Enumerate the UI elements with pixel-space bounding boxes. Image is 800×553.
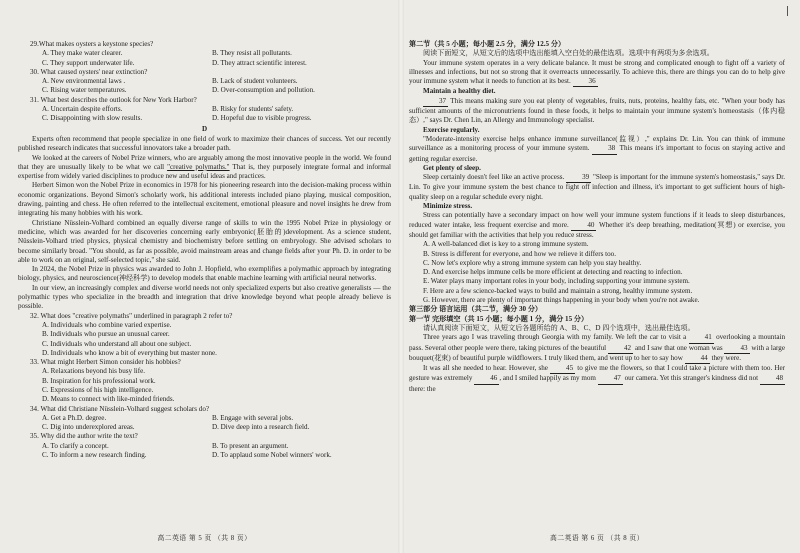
option: B. Engage with several jobs. [212,413,294,422]
answer-option: A. A well-balanced diet is key to a strong immune system. [423,240,589,249]
text-run: That is, they purposely integrate formal and informal expertise from widely varied disciplines to produce new and useful ideas and practices. [18,162,391,181]
section-title: 第一节 完形填空（共 15 小题；每小题 1 分，满分 15 分） [409,314,589,323]
option: D. Over-consumption and pollution. [212,86,315,95]
blank-37: 37 [423,97,448,107]
text-run: they were. [709,353,742,362]
blank-36: 36 [573,77,598,87]
text-run: "Moderate-intensity exercise helps enhance immune surveillance(监视）," explains Dr. Lin. You can think of immune surveillance as a monitoring process of your immune system. [409,134,785,153]
blank-42: 42 [608,344,633,354]
answer-option: C. Now let's explore why a strong immune system can help you stay healthy. [423,258,642,267]
text-run: Stress can potentially have a secondary impact on how well your immune system functions if it leads to sleep disturbances, reduced water intake, less frequent exercise and more. [409,211,785,229]
text-run: "Sleep is important for the immune system's homeostasis," says Dr. Lin. To give your immune system the best chance to fight off infection and illness, it's important to get sufficient hours of high-quality sleep on a regular schedule every night. [409,173,785,201]
question-33-stem: 33. What might Herbert Simon consider his hobbies? [30,358,181,367]
subheading: Minimize stress. [423,202,473,211]
option: C. To inform a new research finding. [42,451,147,460]
option: B. Individuals who pursue an unusual career. [42,330,170,339]
option: C. Expressions of his high intelligence. [42,385,154,394]
question-32-options [18,321,391,358]
option: A. To clarify a concept. [42,441,109,450]
passage-paragraph [409,173,785,202]
option: A. Individuals who combine varied expertise. [42,320,172,329]
passage-d-heading: D [201,124,208,133]
question-35-stem: 35. Why did the author write the text? [30,432,138,441]
passage-paragraph [409,211,785,240]
blank-47: 47 [598,374,623,384]
text-run: It was all she needed to hear. However, she [423,364,551,373]
passage-paragraph: In 2024, the Nobel Prize in physics was awarded to John J. Hopfield, who exemplifies a polymathic approach by integrating biology, physics, and neuroscience(神经科学) to develop models that enable machine learning with artificial neural networks. [18,265,391,283]
option: C. Individuals who understand all about one subject. [42,339,192,348]
blank-41: 41 [689,333,714,343]
option: D. They attract scientific interest. [212,58,307,67]
question-32-stem: 32. What does "creative polymaths" underlined in paragraph 2 refer to? [30,311,233,320]
option: D. Hopeful due to visible progress. [212,114,312,123]
question-29-options [18,49,391,68]
cloze-paragraph [409,333,785,364]
part-title: 第三部分 语言运用（共二节，满分 30 分） [409,305,543,314]
text-run: Three years ago I was traveling through Georgia with my family. We left the car to visit a [423,333,689,342]
text-run: overlooking a mountain pass. Several other people were there, taking pictures of the beautiful [409,333,785,352]
blank-48: 48 [760,374,785,384]
passage-paragraph [409,135,785,164]
blank-38: 38 [592,144,617,154]
blank-39: 39 [566,173,591,183]
option: C. Disappointing with slow results. [42,114,143,123]
option: B. Inspiration for his professional work. [42,376,156,385]
option: B. They resist all pollutants. [212,49,292,58]
text-run: to give me the flowers, so that I could take a picture with them too. Her gesture was extremely [409,364,785,383]
question-35-options [18,442,391,461]
text-run: This means it's important to focus on staying active and getting regular exercise. [409,144,785,163]
option: A. They make water clearer. [42,49,123,58]
option: D. Means to connect with like-minded friends. [42,395,175,404]
passage-paragraph: Experts often recommend that people specialize in one field of work to maximize their chances of success. Yet our recently published research indicates that successful innovators take a broader path. [18,134,391,153]
text-run: We looked at the careers of Nobel Prize winners, who are arguably among the most innovative people in the world. We found that they are unusually likely to be what we call [18,153,391,171]
passage-paragraph: In our view, an increasingly complex and diverse world needs not only specialized experts but also creative generalists — the polymathic types who specialize in the breadth and integration that drive knowledge beyond what people already believe is possible. [18,283,391,311]
page-footer: 高二英语 第 6 页 （共 8 页） [550,534,644,542]
question-30-options [18,77,391,96]
option: C. Rising water temperatures. [42,86,127,95]
option: D. To applaud some Nobel winners' work. [212,451,332,460]
section-title: 第二节（共 5 小题；每小题 2.5 分，满分 12.5 分） [409,40,566,48]
option: A. Get a Ph.D. degree. [42,413,107,422]
option: D. Dive deep into a research field. [212,423,310,432]
question-34-options [18,414,391,433]
text-run: This means making sure you eat plenty of vegetables, fruits, nuts, proteins, healthy fats, etc. "When your body has sufficient amounts of the micronutrients found in these foods, it helps to maintain your immune system's homeostasis（体内稳态）," says Dr. Chen Lin, an Allergy and Immunology specialist. [409,96,785,125]
text-run: Your immune system operates in a very delicate balance. It must be strong and complicated enough to fight off a variety of illnesses and infections, but not so strong that it overreacts unnecessarily. To achieve this, there are things you can do to help give your immune system what it needs to function at its best. [409,58,785,86]
subheading: Maintain a healthy diet. [423,87,496,96]
question-34-stem: 34. What did Christiane Nüsslein-Volhard suggest scholars do? [30,404,210,413]
option: D. Individuals who know a bit of everything but master none. [42,348,217,357]
answer-option: D. And exercise helps immune cells be more efficient at detecting and reacting to infection. [423,268,683,277]
question-29-stem: 29.What makes oysters a keystone species? [30,40,154,48]
answer-option: E. Water plays many important roles in your body, including supporting your immune system. [423,277,690,286]
option: B. To present an argument. [212,441,289,450]
option: A. New environmental laws . [42,77,126,86]
answer-option: G. However, there are plenty of important things happening in your body when you're not awake. [423,296,700,305]
question-31-stem: 31. What best describes the outlook for New York Harbor? [30,95,197,104]
passage-paragraph [409,59,785,88]
blank-40: 40 [571,221,596,231]
right-page [409,0,785,553]
question-33-options [18,367,391,404]
text-run: our camera. Yet this stranger's kindness did not [622,374,760,383]
underlined-phrase: "creative polymaths." [167,162,230,171]
passage-paragraph: Herbert Simon won the Nobel Prize in economics in 1978 for his pioneering research into the decision-making process within economic organizations. Beyond Simon's scholarly work, his additional interests included piano playing, musical composition, drawing, painting and chess. He often referred to the intellectual excitement, emotional pleasure and novel insights he drew from integrating his many hobbies with his work. [18,181,391,218]
text-run: Sleep certainly doesn't feel like an active process. [423,173,567,182]
option: C. They support underwater life. [42,58,135,67]
text-run: there: the [409,384,436,393]
left-page [18,0,391,553]
option: A. Relaxations beyond his busy life. [42,367,146,376]
answer-option: B. Stress is different for everyone, and how we relieve it differs too. [423,249,616,258]
blank-43: 43 [724,344,749,354]
option: B. Risky for students' safety. [212,105,294,114]
blank-46: 46 [474,374,499,384]
passage-paragraph [18,154,391,182]
question-31-options [18,105,391,124]
subheading: Get plenty of sleep. [423,163,481,172]
section-instructions: 请认真阅读下面短文，从短文后各题所给的 A、B、C、D 四个选项中，选出最佳选项。 [423,323,695,332]
passage-paragraph [409,97,785,126]
option: A. Uncertain despite efforts. [42,105,123,114]
answer-options-list [409,240,785,305]
blank-44: 44 [685,354,710,364]
question-30-stem: 30. What caused oysters' near extinction? [30,67,148,76]
text-run: Whether it's deep breathing, meditation(冥想) or exercise, you should get familiar with the activities that help you reduce stress. [409,220,785,239]
text-run: , and I smiled happily as my mom [499,374,598,383]
page-footer: 高二英语 第 5 页 （共 8 页） [157,534,252,542]
section-instructions: 阅读下面短文，从短文后的选项中选出能填入空白处的最佳选项。选项中有两项为多余选项。 [423,49,714,58]
blank-45: 45 [550,364,575,374]
option: B. Lack of student volunteers. [212,77,298,86]
option: C. Dig into underexplored areas. [42,423,135,432]
answer-option: F. Here are a few science-backed ways to build and maintain a strong, healthy immune system. [423,286,693,295]
cloze-paragraph [409,364,785,394]
subheading: Exercise regularly. [423,125,480,134]
text-run: and I saw that one woman was [633,343,725,352]
text-run: with a large bouquet(花束) of beautiful purple wildflowers. I truly liked them, and went up to her to say how [409,343,785,362]
corner-mark [787,6,788,16]
book-spine [398,0,404,553]
passage-paragraph: Christiane Nüsslein-Volhard combined an equally diverse range of skills to win the 1995 Nobel Prize in physiology or medicine, which was awarded for her discoveries concerning early embryonic(胚胎的)development. As a science student, Nüsslein-Volhard tried physics, physical chemistry and biochemistry before settling on embryology. She advised scholars to become similarly broad. "You should, as far as possible, avoid mainstream areas and change fields after your Ph. D. in order to be able to work on an original, self-selected topic," she said. [18,218,391,264]
